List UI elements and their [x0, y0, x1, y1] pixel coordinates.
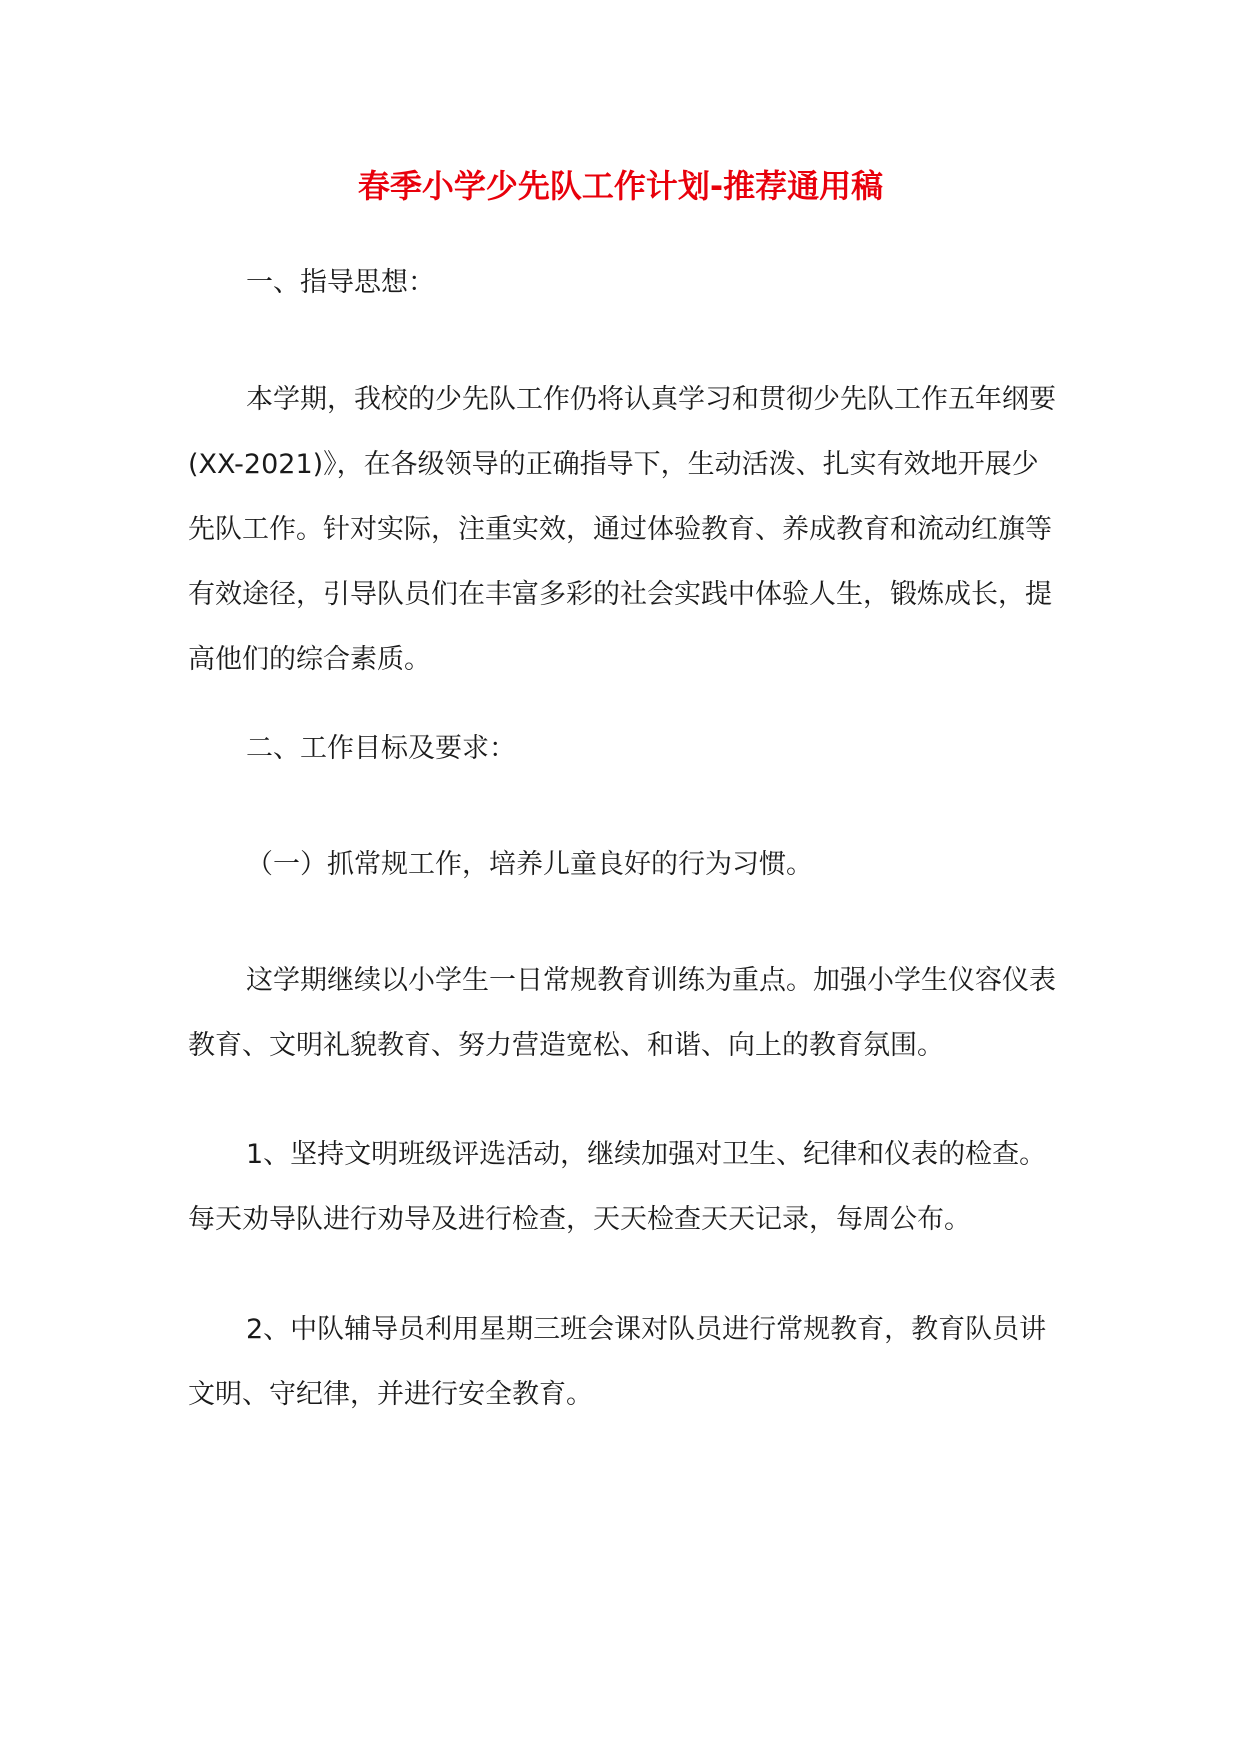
paragraph-daily-routine: 这学期继续以小学生一日常规教育训练为重点。加强小学生仪容仪表教育、文明礼貌教育、努力营造宽松、和谐、向上的教育氛围。 — [188, 965, 1056, 1061]
list-item-squad-counselor: 2、中队辅导员利用星期三班会课对队员进行常规教育，教育队员讲文明、守纪律，并进行安全教育。 — [188, 1314, 1047, 1410]
section-heading-guiding-ideology: 一、指导思想： — [246, 267, 435, 298]
paragraph-semester-overview: 本学期，我校的少先队工作仍将认真学习和贯彻少先队工作五年纲要(XX-2021)》，在各级领导的正确指导下，生动活泼、扎实有效地开展少先队工作。针对实际，注重实效，通过体验教育、养成教育和流动红旗等有效途径，引导队员们在丰富多彩的社会实践中体验人生，锻炼成长，提高他们的综合素质。 — [188, 384, 1056, 675]
subheading-routine-work: （一）抓常规工作，培养儿童良好的行为习惯。 — [246, 849, 813, 880]
section-heading-goals: 二、工作目标及要求： — [246, 733, 516, 764]
list-item-civilized-class: 1、坚持文明班级评选活动，继续加强对卫生、纪律和仪表的检查。每天劝导队进行劝导及进行检查，天天检查天天记录，每周公布。 — [188, 1139, 1047, 1235]
document-title: 春季小学少先队工作计划-推荐通用稿 — [357, 167, 884, 205]
